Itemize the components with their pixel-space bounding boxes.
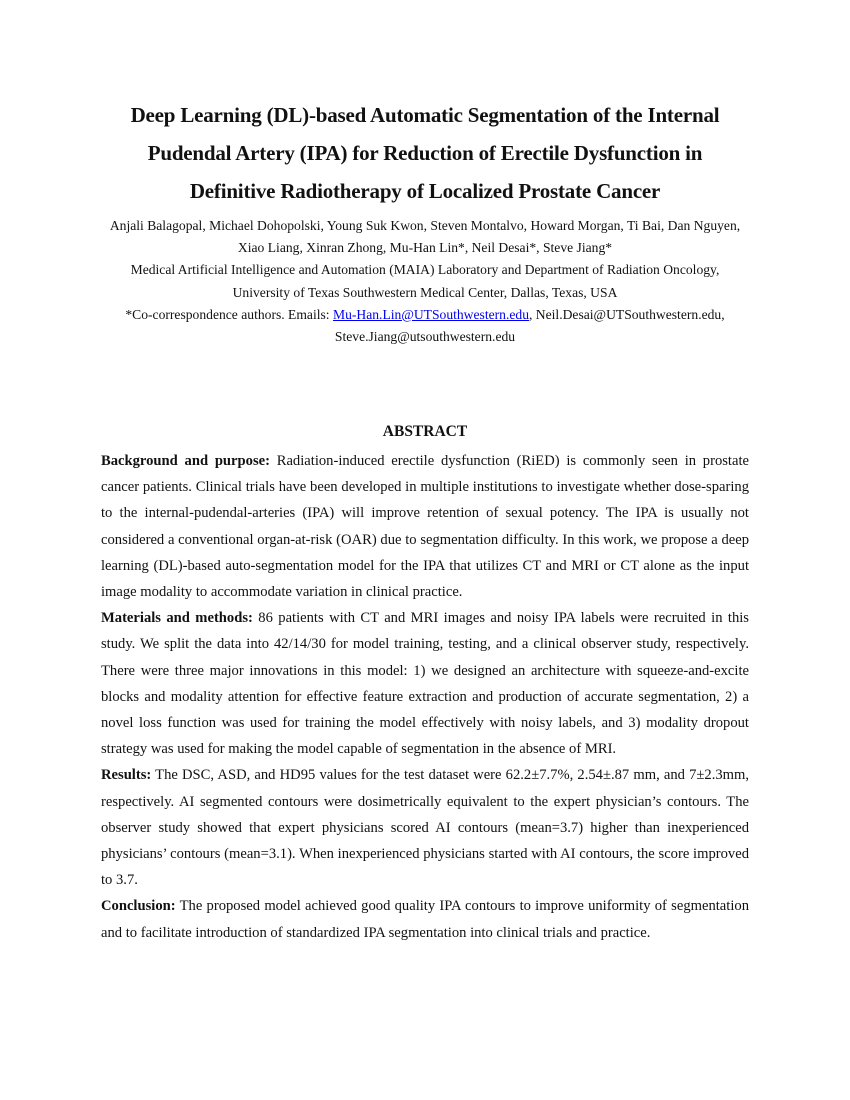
affiliation-line: University of Texas Southwestern Medical Center, Dallas, Texas, USA <box>232 284 618 300</box>
section-text: 86 patients with CT and MRI images and noisy IPA labels were recruited in this study. We split the data into 42/14/30 for model training, testing, and a clinical observer study, respectively. There were three major innovations in this model: 1) we designed an architecture with squeeze-and-excite blocks and modality attention for effective feature extraction and production of accurate segmentation, 2) a novel loss function was used for training the model effectively with noisy labels, and 3) modality dropout strategy was used for making the model capable of segmentation in the absence of MRI. <box>101 610 749 758</box>
title-line: Deep Learning (DL)-based Automatic Segmentation of the Internal <box>130 103 720 127</box>
correspondence-prefix: *Co-correspondence authors. Emails: <box>125 306 333 322</box>
abstract-section-background <box>101 448 749 605</box>
author-list-line: Anjali Balagopal, Michael Dohopolski, Young Suk Kwon, Steven Montalvo, Howard Morgan, Ti Bai, Dan Nguyen, <box>109 218 741 233</box>
abstract-section-methods <box>101 605 749 762</box>
abstract-section-results <box>101 762 749 893</box>
section-label: Conclusion: <box>101 898 176 915</box>
paper-title <box>60 96 790 210</box>
affiliation-line: Medical Artificial Intelligence and Automation (MAIA) Laboratory and Department of Radiation Oncology, <box>130 262 720 278</box>
abstract-section-conclusion <box>101 893 749 945</box>
section-label: Results: <box>101 767 152 784</box>
abstract-body <box>101 448 749 946</box>
abstract-heading: ABSTRACT <box>382 423 468 440</box>
section-label: Background and purpose: <box>101 453 270 469</box>
section-text: The DSC, ASD, and HD95 values for the test dataset were 62.2±7.7%, 2.54±.87 mm, and 7±2.3mm, respectively. AI segmented contours were dosimetrically equivalent to the expert physician’s contours. The observer study showed that expert physicians scored AI contours (mean=3.7) higher than inexperienced physicians’ contours (mean=3.1). When inexperienced physicians started with AI contours, the score improved to 3.7. <box>101 767 749 889</box>
author-block <box>60 215 790 348</box>
title-line: Definitive Radiotherapy of Localized Prostate Cancer <box>189 179 661 203</box>
email-desai: Neil.Desai@UTSouthwestern.edu, <box>535 306 725 322</box>
email-jiang: Steve.Jiang@utsouthwestern.edu <box>334 329 516 345</box>
email-link-lin[interactable]: Mu-Han.Lin@UTSouthwestern.edu <box>332 306 529 322</box>
correspondence-line <box>60 304 790 326</box>
author-list-line: Xiao Liang, Xinran Zhong, Mu-Han Lin*, Neil Desai*, Steve Jiang* <box>237 240 613 256</box>
section-label: Materials and methods: <box>101 610 253 627</box>
email-separator: , <box>529 306 536 322</box>
section-text: The proposed model achieved good quality IPA contours to improve uniformity of segmentation and to facilitate introduction of standardized IPA segmentation into clinical trials and practice. <box>101 898 749 941</box>
section-text: Radiation-induced erectile dysfunction (RiED) is commonly seen in prostate cancer patients. Clinical trials have been developed in multiple institutions to investigate whether dose-sparing to the internal-pudendal-arteries (IPA) will improve retention of sexual potency. The IPA is usually not considered a conventional organ-at-risk (OAR) due to segmentation difficulty. In this work, we propose a deep learning (DL)-based auto-segmentation model for the IPA that utilizes CT and MRI or CT alone as the input image modality to accommodate variation in clinical practice. <box>101 453 750 601</box>
title-line: Pudendal Artery (IPA) for Reduction of Erectile Dysfunction in <box>147 141 703 165</box>
